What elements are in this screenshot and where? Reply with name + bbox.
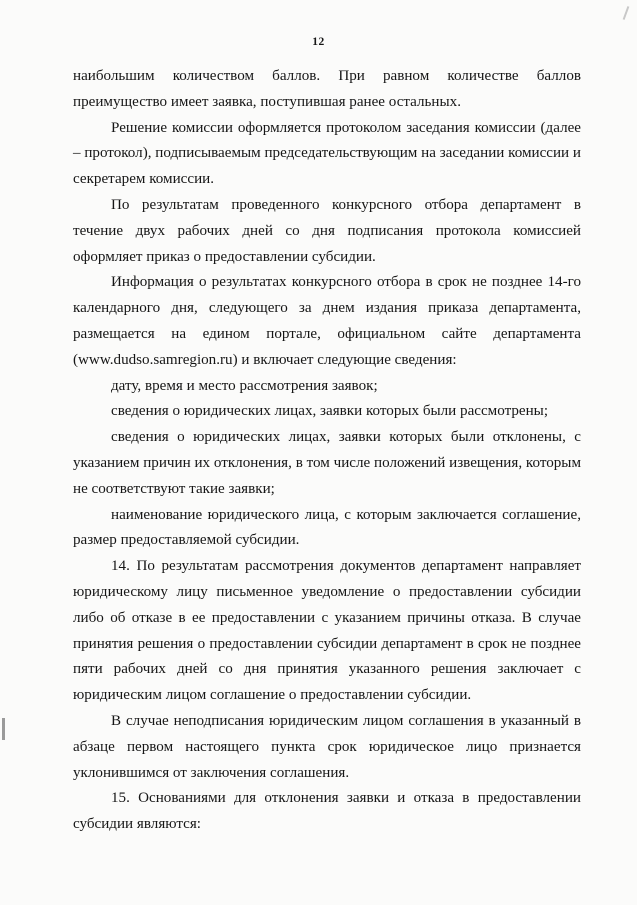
paragraph-results-publication: Информация о результатах конкурсного отбора в срок не позднее 14-го календарного дня, следующего за днем издания приказа департамента, размещается на едином портале, официальном сайте департамента (www.dudso.samregion.ru) и включает следующие сведения: <box>73 274 581 368</box>
page-number: 12 <box>312 36 325 48</box>
scan-corner-mark <box>623 6 630 20</box>
list-item-reviewed-entities: сведения о юридических лицах, заявки которых были рассмотрены; <box>111 403 549 420</box>
paragraph-commission-decision: Решение комиссии оформляется протоколом заседания комиссии (далее – протокол), подписываемым председательствующим на заседании комиссии и секретарем комиссии. <box>73 119 581 188</box>
document-text <box>73 64 581 838</box>
paragraph-selection-order: По результатам проведенного конкурсного отбора департамент в течение двух рабочих дней со дня подписания протокола комиссией оформляет приказ о предоставлении субсидии. <box>73 196 581 265</box>
paragraph-continuation: наибольшим количеством баллов. При равном количестве баллов преимущество имеет заявка, поступившая ранее остальных. <box>73 68 581 110</box>
scan-edge-mark <box>2 718 5 740</box>
paragraph-non-signing: В случае неподписания юридическим лицом соглашения в указанный в абзаце первом настоящего пункта срок юридическое лицо признается уклонившимся от заключения соглашения. <box>73 712 581 781</box>
paragraph-clause-15: 15. Основаниями для отклонения заявки и отказа в предоставлении субсидии являются: <box>73 790 581 833</box>
paragraph-clause-14: 14. По результатам рассмотрения документов департамент направляет юридическому лицу письменное уведомление о предоставлении субсидии либо об отказе в ее предоставлении с указанием причины отказа. В случае принятия решения о предоставлении субсидии департамент в срок не позднее пяти рабочих дней со дня принятия указанного решения заключает с юридическим лицом соглашение о предоставлении субсидии. <box>73 558 581 704</box>
list-item-review-date: дату, время и место рассмотрения заявок; <box>111 377 378 394</box>
list-item-rejected-entities: сведения о юридических лицах, заявки которых были отклонены, с указанием причин их отклонения, в том числе положений извещения, которым не соответствуют такие заявки; <box>73 429 581 497</box>
list-item-recipient: наименование юридического лица, с которым заключается соглашение, размер предоставляемой субсидии. <box>73 506 581 549</box>
